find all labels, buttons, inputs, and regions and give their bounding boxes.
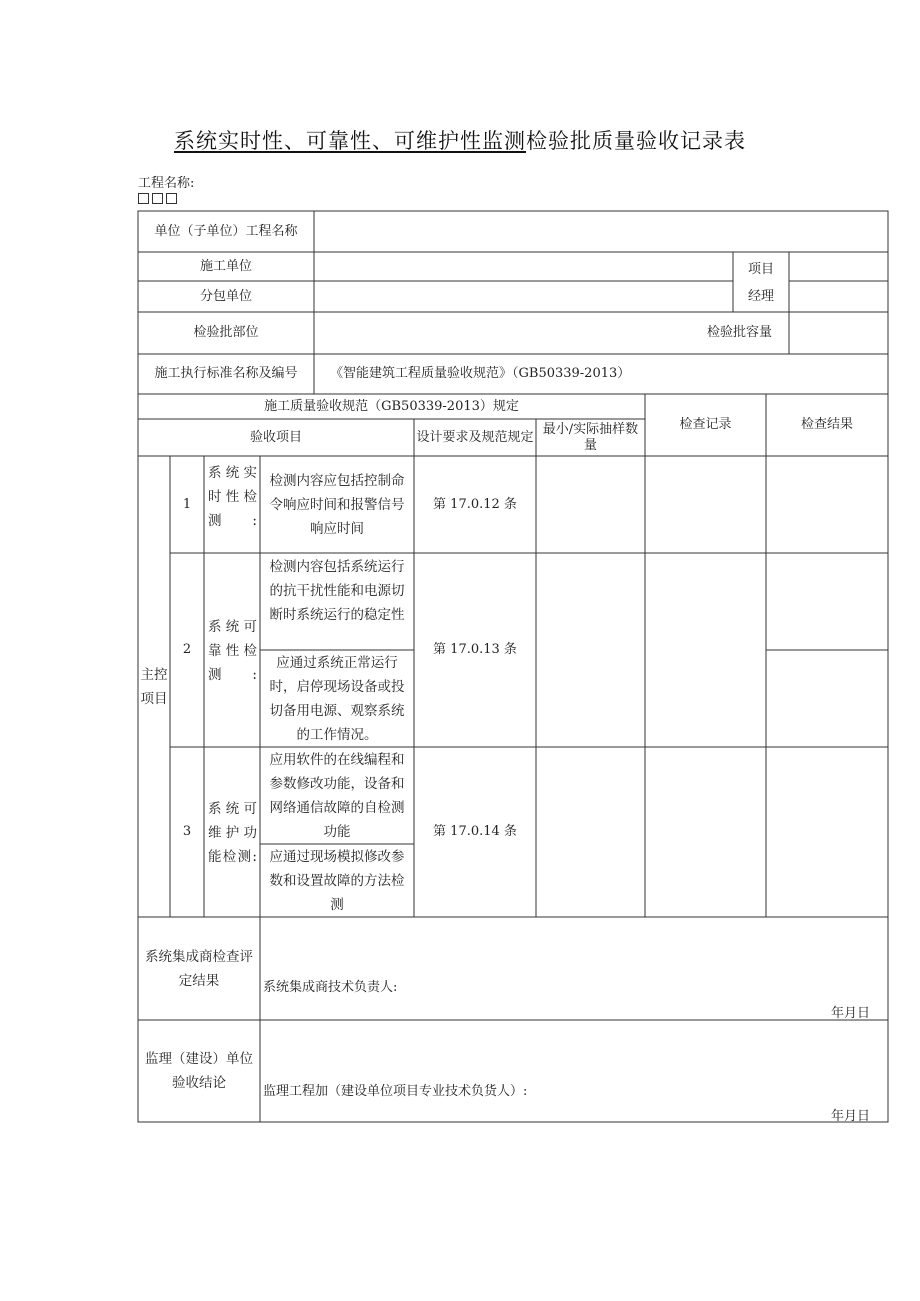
inspection-lot-capacity-label: 检验批容量 xyxy=(706,325,772,341)
page-title: 系统实时性、可靠性、可维护性监测检验批质量验收记录表 xyxy=(174,129,746,153)
check-record-cell[interactable] xyxy=(645,553,766,747)
supervision-signer: 监理工程加（建设单位项目专业技术负货人）: xyxy=(263,1084,528,1099)
design-requirement-header: 设计要求及规范规定 xyxy=(416,429,534,445)
item-clause: 第 17.0.14 条 xyxy=(433,824,517,840)
item-number: 3 xyxy=(182,824,192,840)
item-number: 1 xyxy=(182,496,192,512)
item-name: 系统可靠性检测: xyxy=(208,619,257,683)
standard-label: 施工执行标准名称及编号 xyxy=(154,366,298,382)
inspection-lot-part-value[interactable] xyxy=(314,312,699,354)
check-record-cell[interactable] xyxy=(645,456,766,553)
check-record-cell[interactable] xyxy=(645,747,766,917)
item-number: 2 xyxy=(182,642,192,658)
sampling-cell[interactable] xyxy=(536,553,645,747)
manager-label: 经理 xyxy=(747,288,774,304)
inspection-lot-part-label: 检验批部位 xyxy=(193,325,259,341)
project-manager-value-2[interactable] xyxy=(789,281,888,312)
project-manager-value-1[interactable] xyxy=(789,252,888,281)
standard-value: 《智能建筑工程质量验收规范》（GB50339-2013） xyxy=(330,366,631,382)
sampling-cell[interactable] xyxy=(536,456,645,553)
project-name-label: 工程名称: xyxy=(138,176,195,191)
item-content: 应通过现场模拟修改参数和设置故障的方法检测 xyxy=(269,848,405,913)
check-result-header: 检查结果 xyxy=(800,417,853,433)
item-name: 系统可维护功能检测: xyxy=(208,801,257,865)
sampling-header: 最小/实际抽样数量 xyxy=(542,421,639,453)
sampling-cell[interactable] xyxy=(536,747,645,917)
supervision-date: 年月日 xyxy=(831,1109,871,1124)
check-result-cell[interactable] xyxy=(766,747,888,917)
construction-unit-label: 施工单位 xyxy=(199,258,252,274)
check-result-cell[interactable] xyxy=(766,650,888,747)
item-clause: 第 17.0.12 条 xyxy=(433,496,517,512)
inspection-lot-capacity-value[interactable] xyxy=(789,312,888,354)
supervision-label: 监理（建设）单位验收结论 xyxy=(145,1051,253,1091)
unit-project-name-label: 单位（子单位）工程名称 xyxy=(154,223,298,239)
integrator-label: 系统集成商检查评定结果 xyxy=(145,948,253,989)
subcontract-unit-label: 分包单位 xyxy=(199,288,252,304)
item-clause: 第 17.0.13 条 xyxy=(433,642,517,658)
project-label: 项目 xyxy=(747,261,774,277)
item-content: 检测内容应包括控制命令响应时间和报警信号响应时间 xyxy=(269,472,405,537)
check-result-cell[interactable] xyxy=(766,456,888,553)
item-name: 系统实时性检测: xyxy=(208,465,257,529)
check-result-cell[interactable] xyxy=(766,553,888,650)
check-record-header: 检查记录 xyxy=(679,417,732,433)
acceptance-item-header: 验收项目 xyxy=(249,429,302,445)
construction-unit-value[interactable] xyxy=(314,252,733,281)
subcontract-unit-value[interactable] xyxy=(314,281,733,312)
item-content: 应通过系统正常运行时，启停现场设备或投切备用电源、观察系统的工作情况。 xyxy=(269,654,405,743)
integrator-date: 年月日 xyxy=(831,1006,871,1021)
spec-title: 施工质量验收规范（GB50339-2013）规定 xyxy=(264,398,519,414)
main-control-label: 主控项目 xyxy=(140,666,168,707)
item-content: 应用软件的在线编程和参数修改功能，设备和网络通信故障的自检测功能 xyxy=(269,751,405,840)
unit-project-name-value[interactable] xyxy=(314,211,888,252)
item-content: 检测内容包括系统运行的抗干扰性能和电源切断时系统运行的稳定性 xyxy=(269,559,405,623)
integrator-signer: 系统集成商技术负责人: xyxy=(263,980,398,995)
